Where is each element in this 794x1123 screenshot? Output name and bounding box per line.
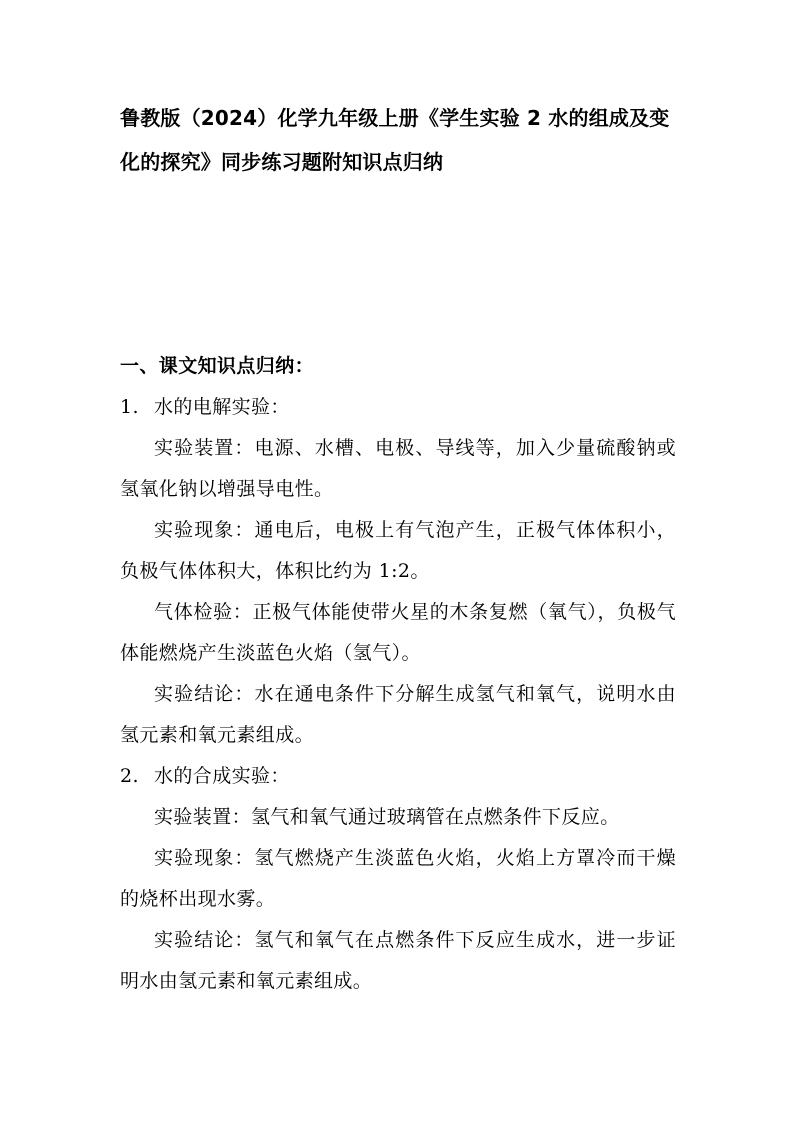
item-1-heading bbox=[120, 387, 676, 428]
paragraph: 实验装置：电源、水槽、电极、导线等，加入少量硫酸钠或氢氧化钠以增强导电性。 bbox=[120, 437, 676, 500]
item-2-heading bbox=[120, 756, 676, 797]
paragraph: 实验现象：通电后，电极上有气泡产生，正极气体体积小，负极气体体积大，体积比约为 1:2。 bbox=[120, 519, 676, 582]
paragraph: 实验结论：水在通电条件下分解生成氢气和氧气，说明水由氢元素和氧元素组成。 bbox=[120, 683, 676, 746]
paragraph: 实验结论：氢气和氧气在点燃条件下反应生成水，进一步证明水由氢元素和氧元素组成。 bbox=[120, 929, 676, 992]
item-label: 水的合成实验： bbox=[154, 765, 290, 787]
item-number: 2. bbox=[120, 765, 139, 787]
paragraph: 气体检验：正极气体能使带火星的木条复燃（氧气），负极气体能燃烧产生淡蓝色火焰（氢气）。 bbox=[120, 601, 676, 664]
paragraph: 实验装置：氢气和氧气通过玻璃管在点燃条件下反应。 bbox=[154, 806, 620, 828]
document-title: 鲁教版（2024）化学九年级上册《学生实验 2 水的组成及变化的探究》同步练习题附知识点归纳 bbox=[120, 106, 670, 174]
item-label: 水的电解实验： bbox=[154, 396, 290, 418]
item-number: 1. bbox=[120, 396, 139, 418]
document-body bbox=[120, 346, 676, 1002]
paragraph: 实验现象：氢气燃烧产生淡蓝色火焰，火焰上方罩冷而干燥的烧杯出现水雾。 bbox=[120, 847, 676, 910]
section-heading: 一、课文知识点归纳： bbox=[120, 355, 315, 377]
